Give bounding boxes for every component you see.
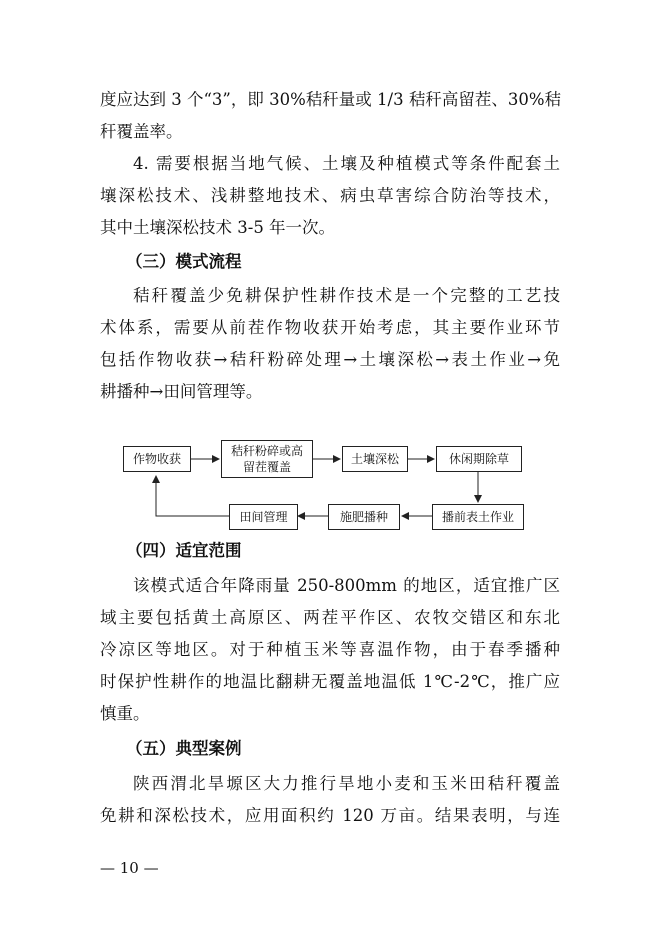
flow-box-fallow: 休闲期除草 [436,446,522,472]
body-line: 4. 需要根据当地气候、土壤及种植模式等条件配套土 [133,154,560,173]
body-line: 时保护性耕作的地温比翻耕无覆盖地温低 1℃-2℃，推广应 [100,672,560,691]
body-line: 免耕和深松技术，应用面积约 120 万亩。结果表明，与连 [100,806,560,825]
body-line: 该模式适合年降雨量 250-800mm 的地区，适宜推广区 [133,576,560,595]
body-line: 秸秆覆盖少免耕保护性耕作技术是一个完整的工艺技 [133,286,560,305]
flow-arrow [156,476,229,516]
page-number: — 10 — [100,859,159,877]
body-line: 其中土壤深松技术 3-5 年一次。 [100,218,336,237]
flow-box-surface: 播前表土作业 [432,504,524,530]
body-line: 陕西渭北旱塬区大力推行旱地小麦和玉米田秸秆覆盖 [133,774,560,793]
flow-box-harvest: 作物收获 [123,446,191,472]
body-line: 冷凉区等地区。对于种植玉米等喜温作物，由于春季播种 [100,640,560,659]
flow-box-subsoil: 土壤深松 [342,446,408,472]
body-line: 包括作物收获→秸秆粉碎处理→土壤深松→表土作业→免 [100,350,560,369]
section-heading: （五）典型案例 [126,739,242,758]
flow-box-sowing: 施肥播种 [328,504,400,530]
body-line: 慎重。 [100,704,150,723]
body-line: 域主要包括黄土高原区、两茬平作区、农牧交错区和东北 [100,608,560,627]
body-line: 术体系，需要从前茬作物收获开始考虑，其主要作业环节 [100,318,560,337]
body-line: 度应达到 3 个“3”，即 30%秸秆量或 1/3 秸秆高留茬、30%秸 [100,90,561,109]
body-line: 秆覆盖率。 [100,122,183,141]
flow-box-field: 田间管理 [229,504,298,530]
flow-box-straw: 秸秆粉碎或高留茬覆盖 [221,440,313,478]
section-heading: （三）模式流程 [126,252,242,271]
section-heading: （四）适宜范围 [126,541,242,560]
body-line: 壤深松技术、浅耕整地技术、病虫草害综合防治等技术， [100,186,560,205]
body-line: 耕播种→田间管理等。 [100,382,263,401]
